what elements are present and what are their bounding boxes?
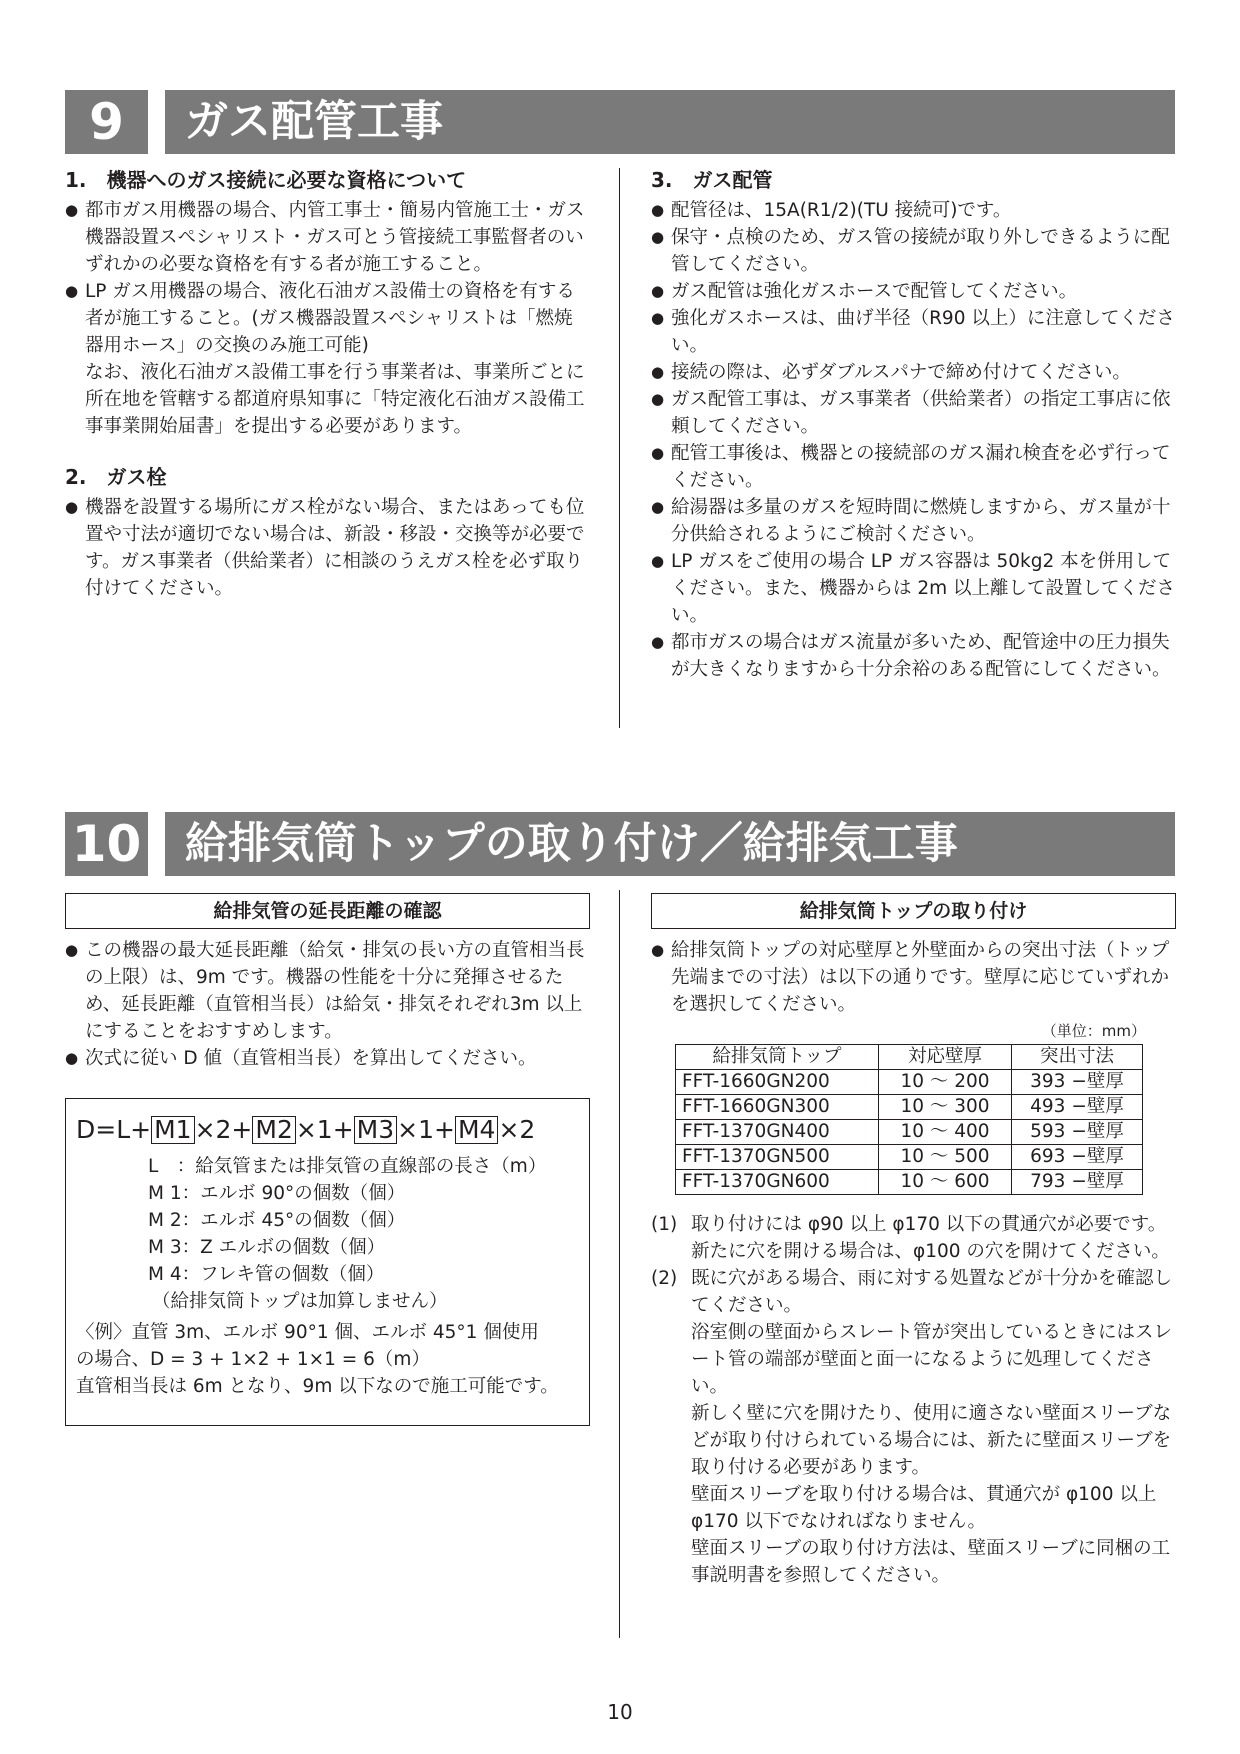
item-number: (1) bbox=[651, 1214, 678, 1235]
paragraph: 壁面スリーブを取り付ける場合は、貫通穴が φ100 以上 φ170 以下でなければなりません。 bbox=[691, 1484, 1157, 1532]
formula-term-m2: M2 bbox=[252, 1116, 295, 1144]
flue-top-table bbox=[675, 1044, 1143, 1195]
table-row bbox=[676, 1145, 1143, 1170]
definition-line: M 4：フレキ管の個数（個） bbox=[148, 1264, 385, 1285]
formula-term-m3: M3 bbox=[354, 1116, 397, 1144]
bullet-item: ● LP ガスをご使用の場合 LP ガス容器は 50kg2 本を併用してください。また、機器からは 2m 以上離して設置してください。 bbox=[651, 548, 1176, 629]
table-cell: FFT-1370GN400 bbox=[676, 1120, 879, 1145]
table-cell: 10 ～ 200 bbox=[879, 1070, 1012, 1095]
bullet-item: ● この機器の最大延長距離（給気・排気の長い方の直管相当長の上限）は、9m です。機器の性能を十分に発揮させるため、延長距離（直管相当長）は給気・排気それぞれ3m 以上にすることをおすすめします。 bbox=[65, 937, 590, 1045]
subsection-heading: 1. 機器へのガス接続に必要な資格について bbox=[65, 168, 467, 192]
table-cell: 393 −壁厚 bbox=[1012, 1070, 1143, 1095]
bullet-item: ● 接続の際は、必ずダブルスパナで締め付けてください。 bbox=[651, 359, 1176, 386]
paragraph: なお、液化石油ガス設備工事を行う事業者は、事業所ごとに所在地を管轄する都道府県知事に「特定液化石油ガス設備工事事業開始届書」を提出する必要があります。 bbox=[85, 362, 585, 437]
section-10-right-column bbox=[651, 893, 1176, 1589]
subsection-heading: 2. ガス栓 bbox=[65, 465, 167, 489]
column-divider bbox=[619, 890, 620, 1638]
paragraph: 壁面スリーブの取り付け方法は、壁面スリーブに同梱の工事説明書を参照してください。 bbox=[691, 1538, 1171, 1586]
bullet-item: ● 強化ガスホースは、曲げ半径（R90 以上）に注意してください。 bbox=[651, 305, 1176, 359]
table-row bbox=[676, 1095, 1143, 1120]
section-10-left-column bbox=[65, 893, 590, 1072]
formula-example bbox=[76, 1319, 589, 1400]
definition-line: （給排気筒トップは加算しません） bbox=[152, 1291, 448, 1312]
bullet-item: ● 配管工事後は、機器との接続部のガス漏れ検査を必ず行ってください。 bbox=[651, 440, 1176, 494]
table-cell: FFT-1370GN600 bbox=[676, 1170, 879, 1195]
table-cell: 793 −壁厚 bbox=[1012, 1170, 1143, 1195]
table-header: 突出寸法 bbox=[1012, 1045, 1143, 1070]
table-cell: FFT-1660GN200 bbox=[676, 1070, 879, 1095]
section-number: 10 bbox=[65, 812, 148, 876]
bullet-item: ● 給排気筒トップの対応壁厚と外壁面からの突出寸法（トップ先端までの寸法）は以下の通りです。壁厚に応じていずれかを選択してください。 bbox=[651, 937, 1176, 1018]
bullet-item: ● 配管径は、15A(R1/2)(TU 接続可)です。 bbox=[651, 197, 1176, 224]
table-row bbox=[676, 1170, 1143, 1195]
formula-term-m4: M4 bbox=[455, 1116, 498, 1144]
table-cell: 10 ～ 500 bbox=[879, 1145, 1012, 1170]
numbered-item bbox=[651, 1265, 1176, 1319]
table-cell: FFT-1660GN300 bbox=[676, 1095, 879, 1120]
table-row bbox=[676, 1070, 1143, 1095]
definition-line: M 3：Z エルボの個数（個） bbox=[148, 1237, 386, 1258]
formula-term-m1: M1 bbox=[151, 1116, 194, 1144]
table-cell: 593 −壁厚 bbox=[1012, 1120, 1143, 1145]
column-divider bbox=[619, 168, 620, 728]
formula-definitions bbox=[148, 1153, 589, 1315]
formula-text: ×1+ bbox=[295, 1115, 354, 1144]
bullet-item: ● 都市ガスの場合はガス流量が多いため、配管途中の圧力損失が大きくなりますから十分余裕のある配管にしてください。 bbox=[651, 629, 1176, 683]
item-number: (2) bbox=[651, 1268, 678, 1289]
item-text: 取り付けには φ90 以上 φ170 以下の貫通穴が必要です。新たに穴を開ける場合は、φ100 の穴を開けてください。 bbox=[691, 1214, 1170, 1262]
paragraph: 新しく壁に穴を開けたり、使用に適さない壁面スリーブなどが取り付けられている場合には、新たに壁面スリーブを取り付ける必要があります。 bbox=[691, 1403, 1172, 1478]
example-line: の場合、D = 3 + 1×2 + 1×1 = 6（m） bbox=[76, 1349, 430, 1370]
table-cell: 10 ～ 400 bbox=[879, 1120, 1012, 1145]
table-cell: FFT-1370GN500 bbox=[676, 1145, 879, 1170]
unit-note: （単位：mm） bbox=[1041, 1022, 1146, 1040]
section-number: 9 bbox=[65, 90, 148, 154]
example-line: 〈例〉直管 3m、エルボ 90°1 個、エルボ 45°1 個使用 bbox=[76, 1322, 539, 1343]
bullet-item: ● LP ガス用機器の場合、液化石油ガス設備士の資格を有する者が施工すること。(ガス機器設置スペシャリストは「燃焼器用ホース」の交換のみ施工可能) bbox=[65, 278, 590, 359]
numbered-item bbox=[651, 1211, 1176, 1265]
table-header-row bbox=[676, 1045, 1143, 1070]
table-header: 給排気筒トップ bbox=[676, 1045, 879, 1070]
table-cell: 493 −壁厚 bbox=[1012, 1095, 1143, 1120]
d-value-formula bbox=[76, 1113, 589, 1147]
bullet-item: ● 保守・点検のため、ガス管の接続が取り外しできるように配管してください。 bbox=[651, 224, 1176, 278]
definition-line: M 1：エルボ 90°の個数（個） bbox=[148, 1183, 406, 1204]
formula-text: D=L+ bbox=[76, 1115, 152, 1144]
formula-text: ×1+ bbox=[397, 1115, 455, 1144]
subsection-heading: 3. ガス配管 bbox=[651, 168, 773, 192]
table-header: 対応壁厚 bbox=[879, 1045, 1012, 1070]
section-9-left-column bbox=[65, 165, 590, 602]
page-number: 10 bbox=[607, 1700, 633, 1724]
table-cell: 10 ～ 600 bbox=[879, 1170, 1012, 1195]
table-cell: 693 −壁厚 bbox=[1012, 1145, 1143, 1170]
section-title: 給排気筒トップの取り付け／給排気工事 bbox=[165, 812, 1175, 876]
paragraph: 浴室側の壁面からスレート管が突出しているときにはスレート管の端部が壁面と面一になるように処理してください。 bbox=[691, 1322, 1173, 1397]
formula-text: ×2 bbox=[498, 1115, 536, 1144]
section-9-right-column bbox=[651, 165, 1176, 683]
definition-line: M 2：エルボ 45°の個数（個） bbox=[148, 1210, 406, 1231]
bullet-item: ● ガス配管工事は、ガス事業者（供給業者）の指定工事店に依頼してください。 bbox=[651, 386, 1176, 440]
definition-line: L ：給気管または排気管の直線部の長さ（m） bbox=[148, 1156, 547, 1177]
boxed-heading: 給排気管の延長距離の確認 bbox=[65, 893, 590, 929]
item-text: 既に穴がある場合、雨に対する処置などが十分かを確認してください。 bbox=[691, 1268, 1173, 1316]
bullet-item: ● 次式に従い D 値（直管相当長）を算出してください。 bbox=[65, 1045, 590, 1072]
table-row bbox=[676, 1120, 1143, 1145]
formula-text: ×2+ bbox=[194, 1115, 253, 1144]
bullet-item: ● 給湯器は多量のガスを短時間に燃焼しますから、ガス量が十分供給されるようにご検討ください。 bbox=[651, 494, 1176, 548]
bullet-item: ● ガス配管は強化ガスホースで配管してください。 bbox=[651, 278, 1176, 305]
bullet-item: ● 機器を設置する場所にガス栓がない場合、またはあっても位置や寸法が適切でない場合は、新設・移設・交換等が必要です。ガス事業者（供給業者）に相談のうえガス栓を必ず取り付けてください。 bbox=[65, 494, 590, 602]
example-line: 直管相当長は 6m となり、9m 以下なので施工可能です。 bbox=[76, 1376, 559, 1397]
bullet-item: ● 都市ガス用機器の場合、内管工事士・簡易内管施工士・ガス機器設置スペシャリスト・ガス可とう管接続工事監督者のいずれかの必要な資格を有する者が施工すること。 bbox=[65, 197, 590, 278]
table-cell: 10 ～ 300 bbox=[879, 1095, 1012, 1120]
section-title: ガス配管工事 bbox=[165, 90, 1175, 154]
formula-box bbox=[65, 1098, 590, 1426]
boxed-heading: 給排気筒トップの取り付け bbox=[651, 893, 1176, 929]
